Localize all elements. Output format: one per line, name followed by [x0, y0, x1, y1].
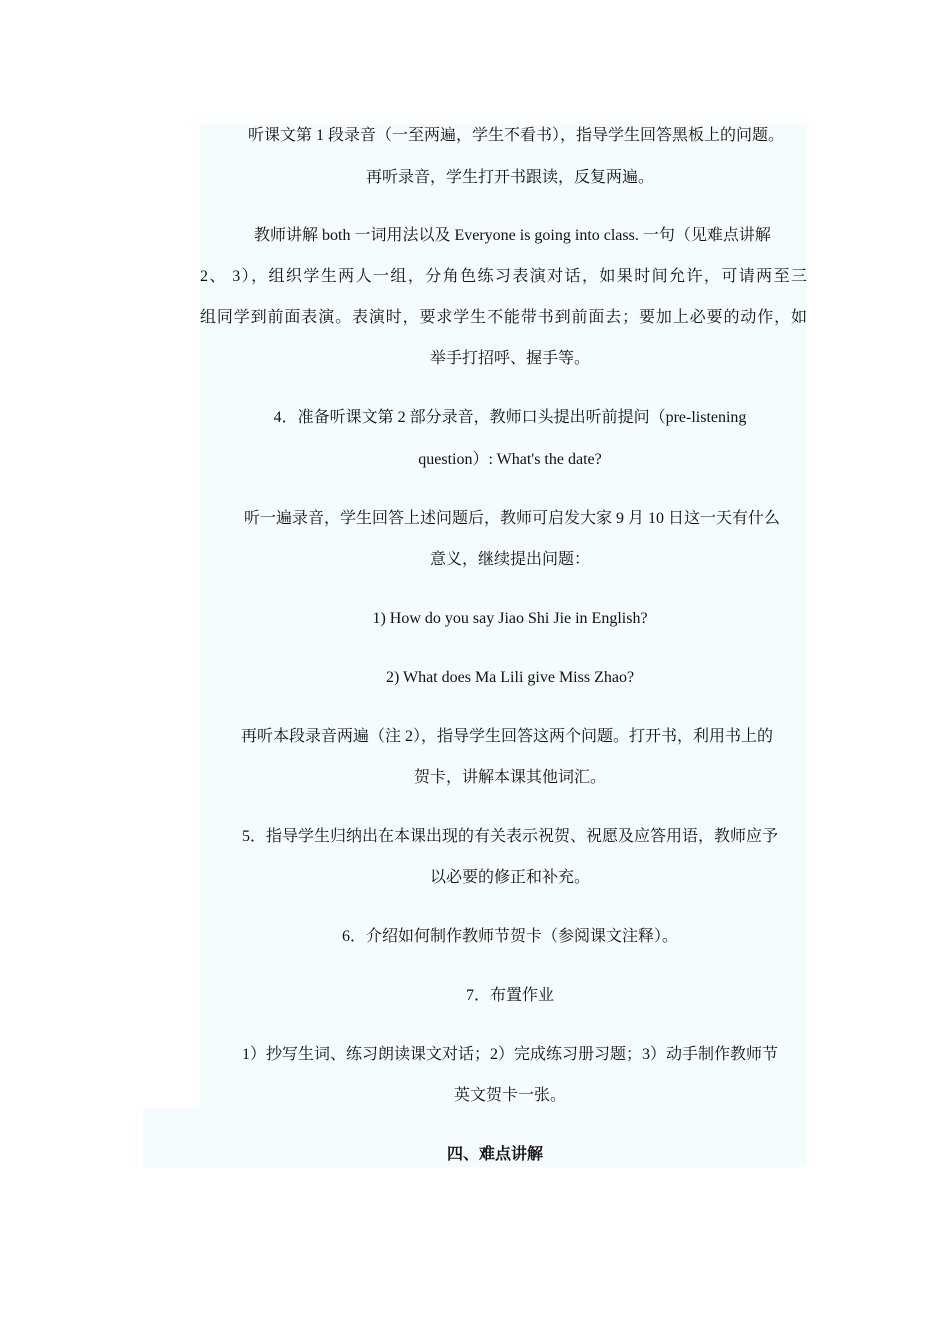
paragraph-line: 7．布置作业 [465, 987, 554, 1004]
paragraph-line: 意义，继续提出问题： [429, 551, 590, 568]
section-heading: 四、难点讲解 [446, 1146, 543, 1163]
paragraph-line: 6．介绍如何制作教师节贺卡（参阅课文注释）。 [341, 928, 678, 945]
paragraph-line: 2、 3），组织学生两人一组，分角色练习表演对话，如果时间允许，可请两至三 [200, 268, 807, 285]
question-item: 1) How do you say Jiao Shi Jie in English? [372, 610, 648, 627]
paragraph-line: 贺卡，讲解本课其他词汇。 [413, 769, 606, 786]
paragraph-line: question）: What's the date? [418, 451, 602, 468]
paragraph-line: 再听本段录音两遍（注 2），指导学生回答这两个问题。打开书，利用书上的 [241, 728, 774, 745]
paragraph-line: 4．准备听课文第 2 部分录音，教师口头提出听前提问（pre-listening [273, 409, 747, 426]
paragraph-line: 1）抄写生词、练习朗读课文对话；2）完成练习册习题；3）动手制作教师节 [242, 1046, 779, 1063]
paragraph-line: 再听录音，学生打开书跟读，反复两遍。 [365, 169, 654, 186]
paragraph-line: 举手打招呼、握手等。 [429, 350, 590, 367]
paragraph-line: 教师讲解 both 一词用法以及 Everyone is going into class. 一句（见难点讲解 [254, 227, 771, 244]
paragraph-line: 组同学到前面表演。表演时，要求学生不能带书到前面去；要加上必要的动作，如 [200, 309, 807, 326]
paragraph-line: 5．指导学生归纳出在本课出现的有关表示祝贺、祝愿及应答用语，教师应予 [242, 828, 779, 845]
question-item: 2) What does Ma Lili give Miss Zhao? [385, 669, 635, 686]
paragraph-line: 英文贺卡一张。 [453, 1087, 566, 1104]
paragraph-line: 听课文第 1 段录音（一至两遍，学生不看书），指导学生回答黑板上的问题。 [248, 127, 785, 144]
paragraph-line: 听一遍录音，学生回答上述问题后，教师可启发大家 9 月 10 日这一天有什么 [244, 510, 781, 527]
paragraph-line: 以必要的修正和补充。 [429, 869, 590, 886]
